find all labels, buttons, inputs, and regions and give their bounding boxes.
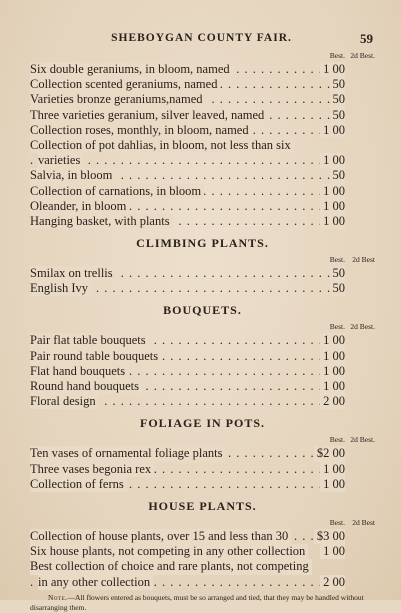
second-best-header: 2d Best. (350, 322, 375, 332)
list-item (30, 92, 375, 107)
item-label: Flat hand bouquets (30, 364, 128, 379)
item-value: 1 00 (320, 379, 345, 394)
item-value: 1 00 (320, 153, 345, 168)
item-value: 1 00 (320, 214, 345, 229)
item-label: Hanging basket, with plants (30, 214, 173, 229)
item-value: 1 00 (320, 477, 345, 492)
best-header: Best. (329, 322, 345, 332)
item-label: Three vases begonia rex (30, 462, 154, 477)
section-title-house-plants: HOUSE PLANTS. (148, 498, 257, 513)
column-headers (30, 255, 375, 266)
list-item (30, 168, 375, 183)
best-header: Best. (329, 435, 345, 445)
column-headers (30, 51, 375, 62)
item-label: Collection of carnations, in bloom (30, 184, 204, 199)
list-item (30, 364, 375, 379)
foliage-items (30, 446, 375, 492)
list-item (30, 544, 375, 559)
column-headers (30, 435, 375, 446)
item-value: 1 00 (320, 462, 345, 477)
list-item (30, 529, 375, 544)
list-item (30, 379, 375, 394)
list-item (30, 462, 375, 477)
list-item (30, 281, 375, 296)
item-label: Varieties bronze geraniums,named (30, 92, 206, 107)
note-lead: Note. (48, 592, 68, 602)
second-best-header: 2d Best (352, 255, 375, 265)
running-title: SHEBOYGAN COUNTY FAIR. (111, 32, 292, 44)
list-item (30, 559, 375, 574)
item-value: 1 00 (320, 333, 345, 348)
best-header: Best. (329, 51, 345, 60)
top-items (30, 62, 375, 229)
best-header: Best. (329, 255, 345, 265)
item-label: Best collection of choice and rare plants, not competing (30, 559, 312, 574)
bouquet-items (30, 333, 375, 409)
premium-list (30, 51, 375, 613)
second-best-header: 2d Best. (350, 435, 375, 445)
item-value: 1 00 (320, 349, 345, 364)
item-value: $2 00 (314, 446, 345, 461)
item-label: Collection of house plants, over 15 and less than 30 (30, 529, 291, 544)
item-label: Pair flat table bouquets (30, 333, 149, 348)
list-item (30, 153, 375, 168)
item-label: Collection of pot dahlias, in bloom, not less than six (30, 138, 294, 153)
list-item (30, 575, 375, 590)
item-label: Collection of ferns (30, 477, 127, 492)
second-best-header: 2d Best (352, 517, 375, 527)
item-value: 50 (330, 108, 346, 123)
item-value: 1 00 (320, 364, 345, 379)
item-label: in any other collection (38, 575, 153, 590)
item-label: Three varieties geranium, silver leaved, named (30, 108, 267, 123)
item-label: Salvia, in bloom (30, 168, 115, 183)
list-item (30, 199, 375, 214)
second-best-header: 2d Best. (350, 51, 375, 60)
item-value: 1 00 (320, 184, 345, 199)
column-headers (30, 322, 375, 333)
list-item (30, 446, 375, 461)
item-value: 50 (330, 168, 346, 183)
list-item (30, 266, 375, 281)
item-label: Floral design (30, 394, 99, 409)
list-item (30, 333, 375, 348)
item-label: Round hand bouquets (30, 379, 142, 394)
item-value: 50 (330, 281, 346, 296)
list-item (30, 62, 375, 77)
list-item (30, 123, 375, 138)
item-value: 50 (330, 77, 346, 92)
list-item (30, 394, 375, 409)
item-value: 2 00 (320, 575, 345, 590)
item-value: 1 00 (320, 199, 345, 214)
list-item (30, 77, 375, 92)
item-value: 1 00 (320, 62, 345, 77)
item-label: Six house plants, not competing in any other collection (30, 544, 308, 559)
climbing-items (30, 266, 375, 296)
item-label: Oleander, in bloom (30, 199, 129, 214)
list-item (30, 138, 375, 153)
item-label: English Ivy (30, 281, 91, 296)
list-item (30, 184, 375, 199)
item-label: Smilax on trellis (30, 266, 116, 281)
page-header (30, 32, 373, 48)
item-value: 2 00 (320, 394, 345, 409)
item-label: Collection scented geraniums, named (30, 77, 220, 92)
list-item (30, 108, 375, 123)
list-item (30, 477, 375, 492)
best-header: Best. (329, 517, 345, 527)
item-label: varieties (38, 153, 83, 168)
list-item (30, 214, 375, 229)
column-headers (30, 518, 375, 529)
item-value: 1 00 (320, 123, 345, 138)
item-value: 1 00 (320, 544, 345, 559)
house-plant-items (30, 529, 375, 590)
section-title-bouquets: BOUQUETS. (163, 303, 242, 318)
section-title-climbing-plants: CLIMBING PLANTS. (136, 236, 269, 251)
item-label: Ten vases of ornamental foliage plants (30, 446, 225, 461)
item-label: Six double geraniums, in bloom, named (30, 62, 233, 77)
item-value: 50 (330, 266, 346, 281)
item-label: Collection roses, monthly, in bloom, named (30, 123, 252, 138)
page-number: 59 (360, 31, 373, 46)
item-value: $3 00 (314, 529, 345, 544)
note-text: —All flowers entered as bouquets, must be so arranged and tied, that they may be handled without disarranging them. (30, 592, 364, 612)
item-label: Pair round table bouquets (30, 349, 161, 364)
footnote (30, 593, 375, 613)
section-title-foliage-in-pots: FOLIAGE IN POTS. (139, 416, 266, 431)
item-value: 50 (330, 92, 346, 107)
list-item (30, 349, 375, 364)
